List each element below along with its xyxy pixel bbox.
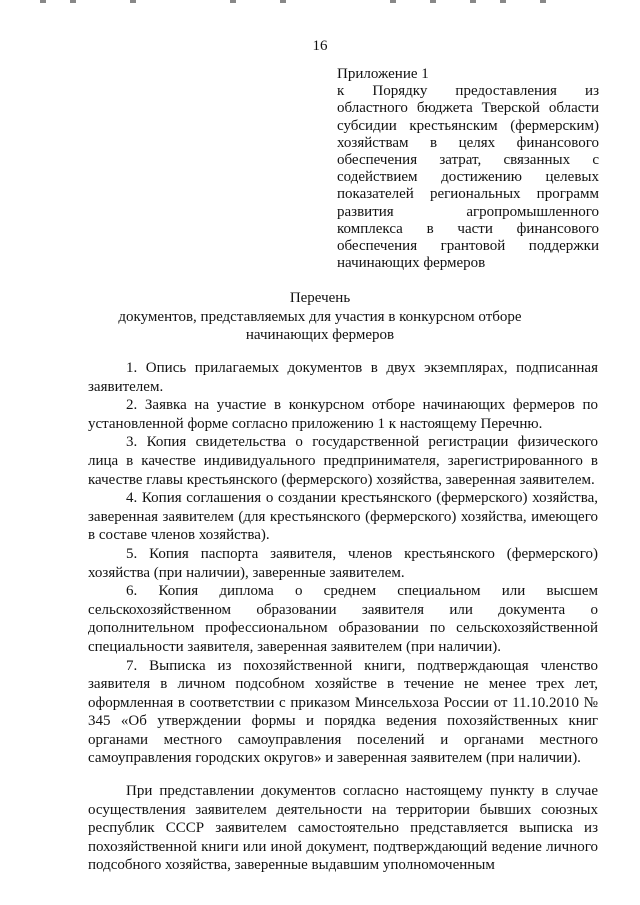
appendix-line: субсидии крестьянским (фермерским) (337, 117, 599, 134)
list-item: 2. Заявка на участие в конкурсном отборе начинающих фермеров по установленной форме согласно приложению 1 к настоящему Перечню. (88, 397, 598, 432)
appendix-line: к Порядку предоставления из (337, 83, 599, 100)
scan-edge-marks (0, 0, 640, 6)
list-item: 6. Копия диплома о среднем специальном или высшем сельскохозяйственном образовании заявителя или документа о дополнительном профессиональном образовании по сельскохозяйственной специальности заявителя, заверенная заявителем (при наличии). (88, 583, 598, 655)
list-item: 4. Копия соглашения о создании крестьянского (фермерского) хозяйства, заверенная заявителем (для крестьянского (фермерского) хозяйства, имеющего в составе членов хозяйства). (88, 490, 598, 544)
appendix-line: Приложение 1 (337, 66, 429, 82)
document-title: Перечень (289, 290, 351, 306)
document-subtitle: документов, представляемых для участия в конкурсном отборе начинающих фермеров (118, 309, 522, 343)
note-paragraph: При представлении документов согласно настоящему пункту в случае осуществления заявителем деятельности на территории бывших союзных республик СССР заявителем самостоятельно представляется выписка из похозяйственной книги или иной документ, подтверждающий ведение личного подсобного хозяйства, заверенные выдавшим уполномоченным (88, 783, 598, 874)
appendix-line: начинающих фермеров (337, 255, 486, 272)
appendix-block (337, 66, 599, 272)
list-item: 3. Копия свидетельства о государственной регистрации физического лица в качестве индивидуального предпринимателя, зарегистрированного в качестве главы крестьянского (фермерского) хозяйства, заверенная заявителем. (88, 434, 598, 488)
appendix-line: комплекса в части финансового (337, 220, 599, 237)
list-item: 7. Выписка из похозяйственной книги, подтверждающая членство заявителя в личном подсобном хозяйстве в течение не менее трех лет, оформленная в соответствии с приказом Минсельхоза России от 11.10.2010 № 345 «Об утверждении формы и порядка ведения похозяйственных книг органами местного самоуправления поселений и органами местного самоуправления городских округов» и заверенная заявителем (при наличии). (88, 657, 598, 767)
appendix-line: обеспечения грантовой поддержки (337, 238, 599, 255)
list-item: 1. Опись прилагаемых документов в двух экземплярах, подписанная заявителем. (88, 360, 598, 395)
document-body (88, 359, 598, 875)
appendix-line: хозяйствам в целях финансового (337, 134, 599, 151)
appendix-line: содействием достижению целевых (337, 169, 599, 186)
list-item: 5. Копия паспорта заявителя, членов крестьянского (фермерского) хозяйства (при наличии), заверенные заявителем. (88, 545, 598, 581)
appendix-line: обеспечения затрат, связанных с (337, 152, 599, 169)
appendix-line: развития агропромышленного (337, 203, 599, 220)
page-number: 16 (312, 38, 328, 54)
appendix-line: показателей региональных программ (337, 186, 599, 203)
appendix-line: областного бюджета Тверской области (337, 100, 599, 117)
